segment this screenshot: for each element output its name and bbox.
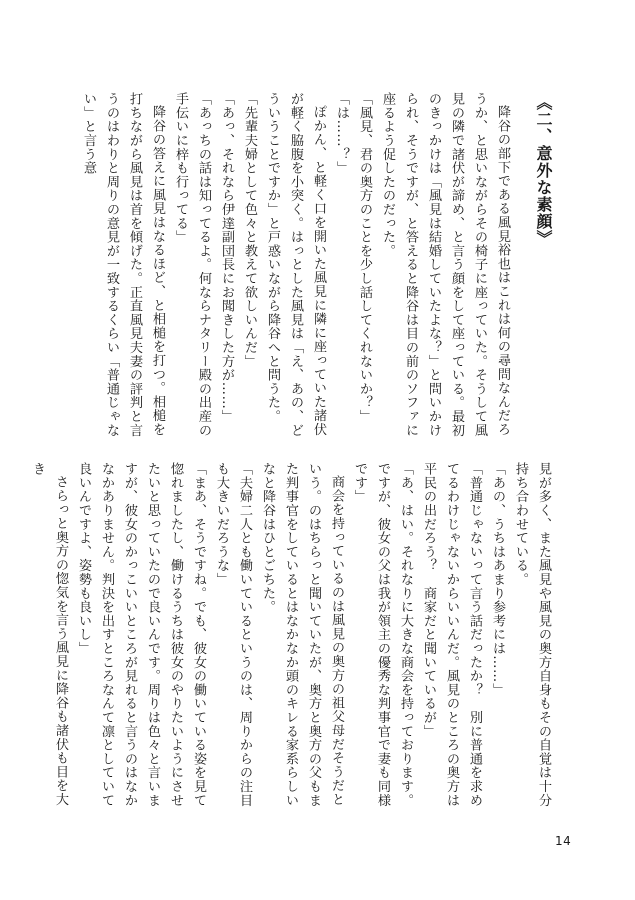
dialogue-line: 「あ、はい。それなりに大きな商会を持っております。ですが、彼女の父は我が領主の優秀な判事官で妻も同様です」 (352, 462, 413, 807)
paragraph: さらっと奥方の惚気を言う風見に降谷も諸伏も目を大き (30, 462, 68, 807)
paragraph: 商会を持っているのは風見の奥方の祖父母だそうだという。のはちらっと聞いていたが、奥方と奥方の父もまた判事官をしているとはなかなか頭のキレる家系らしいなと降谷はひとごちた。 (260, 462, 344, 807)
dialogue-line: 「風見、君の奥方のことを少し話してくれないか？」 (357, 92, 372, 424)
chapter-heading: 《二、意外な素顔》 (534, 94, 553, 247)
lower-text-block (30, 462, 555, 817)
dialogue-line: 「夫婦二人とも働いているというのは、周りからの注目も大きいだろうな」 (214, 462, 252, 807)
paragraph: ぽかん、と軽く口を開いた風見に隣に座っていた諸伏が軽く脇腹を小突く。はっとした風見は「え、あの、どういうことですか」と戸惑いながら降谷へと問うた。 (265, 92, 326, 437)
dialogue-line: 「あっ、それなら伊達副団長にお聞きした方が……」 (219, 92, 234, 424)
upper-text-block (81, 92, 555, 447)
paragraph: 降谷の部下である風見裕也はこれは何の尋問なんだろうか、と思いながらその椅子に座っていた。そうして風見の隣で諸伏が諦め、と言う顔をして座っている。最初のきっかけは「風見は結婚していたよな？」と問いかけられ、そうですが、と答えると降谷は目の前のソファに座るよう促したのだった。 (380, 92, 510, 437)
dialogue-line: 「あっちの話は知ってるよ。何ならナタリー殿の出産の手伝いに梓も行ってる」 (173, 92, 211, 437)
dialogue-line: 「あの、うちはあまり参考には……」 (490, 462, 505, 697)
page-number: 14 (555, 834, 572, 848)
dialogue-line: 「普通じゃないって言う話だったか？ 別に普通を求めてるわけじゃないからいいんだ。風見のところの奥方は平民の出だろう？ 商家だと聞いているが」 (421, 462, 482, 807)
dialogue-line: 「まあ、そうですね。でも、彼女の働いている姿を見て惚れましたし、働けるうちは彼女のやりたいようにさせたいと思っていたので良いんです。周りは色々と言いますが、彼女のかっこいいところが見れると言うのはなかなかありません。判決を出すところなんて凛としていて良いんですよ、姿勢も良いし」 (76, 462, 206, 807)
dialogue-line: 「先輩夫婦として色々と教えて欲しいんだ」 (242, 92, 257, 368)
paragraph: 降谷の答えに風見はなるほど、と相槌を打つ。相槌を打ちながら風見は首を傾げた。正直風見夫妻の評判と言うのはわりと周りの意見が一致するくらい「普通じゃない」と言う意 (81, 92, 165, 437)
dialogue-line: 「は……？」 (334, 92, 349, 175)
paragraph-continuation: 見が多く、また風見や風見の奥方自身もその自覚は十分持ち合わせている。 (513, 462, 551, 807)
